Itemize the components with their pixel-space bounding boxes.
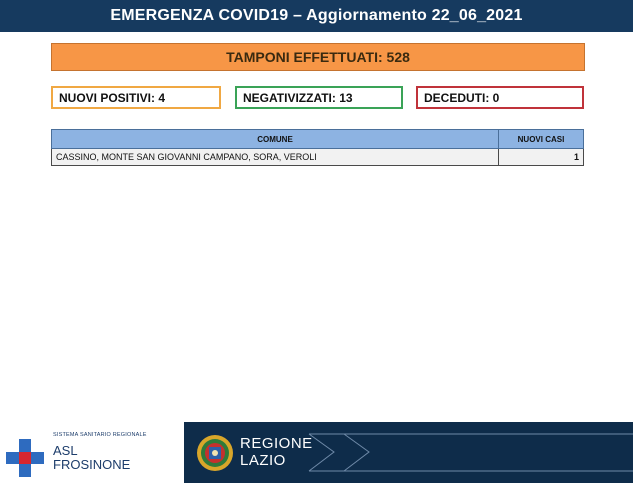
nuovi-positivi-box: NUOVI POSITIVI: 4 [51, 86, 221, 109]
asl-line1: ASL [53, 443, 78, 458]
deceduti-box: DECEDUTI: 0 [416, 86, 584, 109]
asl-name [53, 444, 130, 472]
negativizzati-box: NEGATIVIZZATI: 13 [235, 86, 403, 109]
regione-line1: REGIONE [240, 435, 313, 452]
regione-lazio-text [240, 435, 313, 469]
nuovi-casi-cell: 1 [499, 149, 584, 166]
health-cross-icon [6, 439, 44, 477]
regione-lazio-banner [184, 422, 633, 483]
comune-header: COMUNE [52, 130, 499, 149]
comune-cell: CASSINO, MONTE SAN GIOVANNI CAMPANO, SORA, VEROLI [52, 149, 499, 166]
page-title: EMERGENZA COVID19 – Aggiornamento 22_06_2021 [0, 0, 633, 32]
regione-lazio-emblem-icon [196, 434, 234, 472]
nuovi-casi-header: NUOVI CASI [499, 130, 584, 149]
casi-table [51, 129, 584, 166]
asl-line2: FROSINONE [53, 457, 131, 472]
asl-logo [0, 422, 184, 483]
table-row [52, 149, 584, 166]
table-header-row [52, 130, 584, 149]
ssr-label: SISTEMA SANITARIO REGIONALE [53, 432, 147, 438]
regione-line2: LAZIO [240, 452, 286, 469]
tamponi-effettuati-box: TAMPONI EFFETTUATI: 528 [51, 43, 585, 71]
